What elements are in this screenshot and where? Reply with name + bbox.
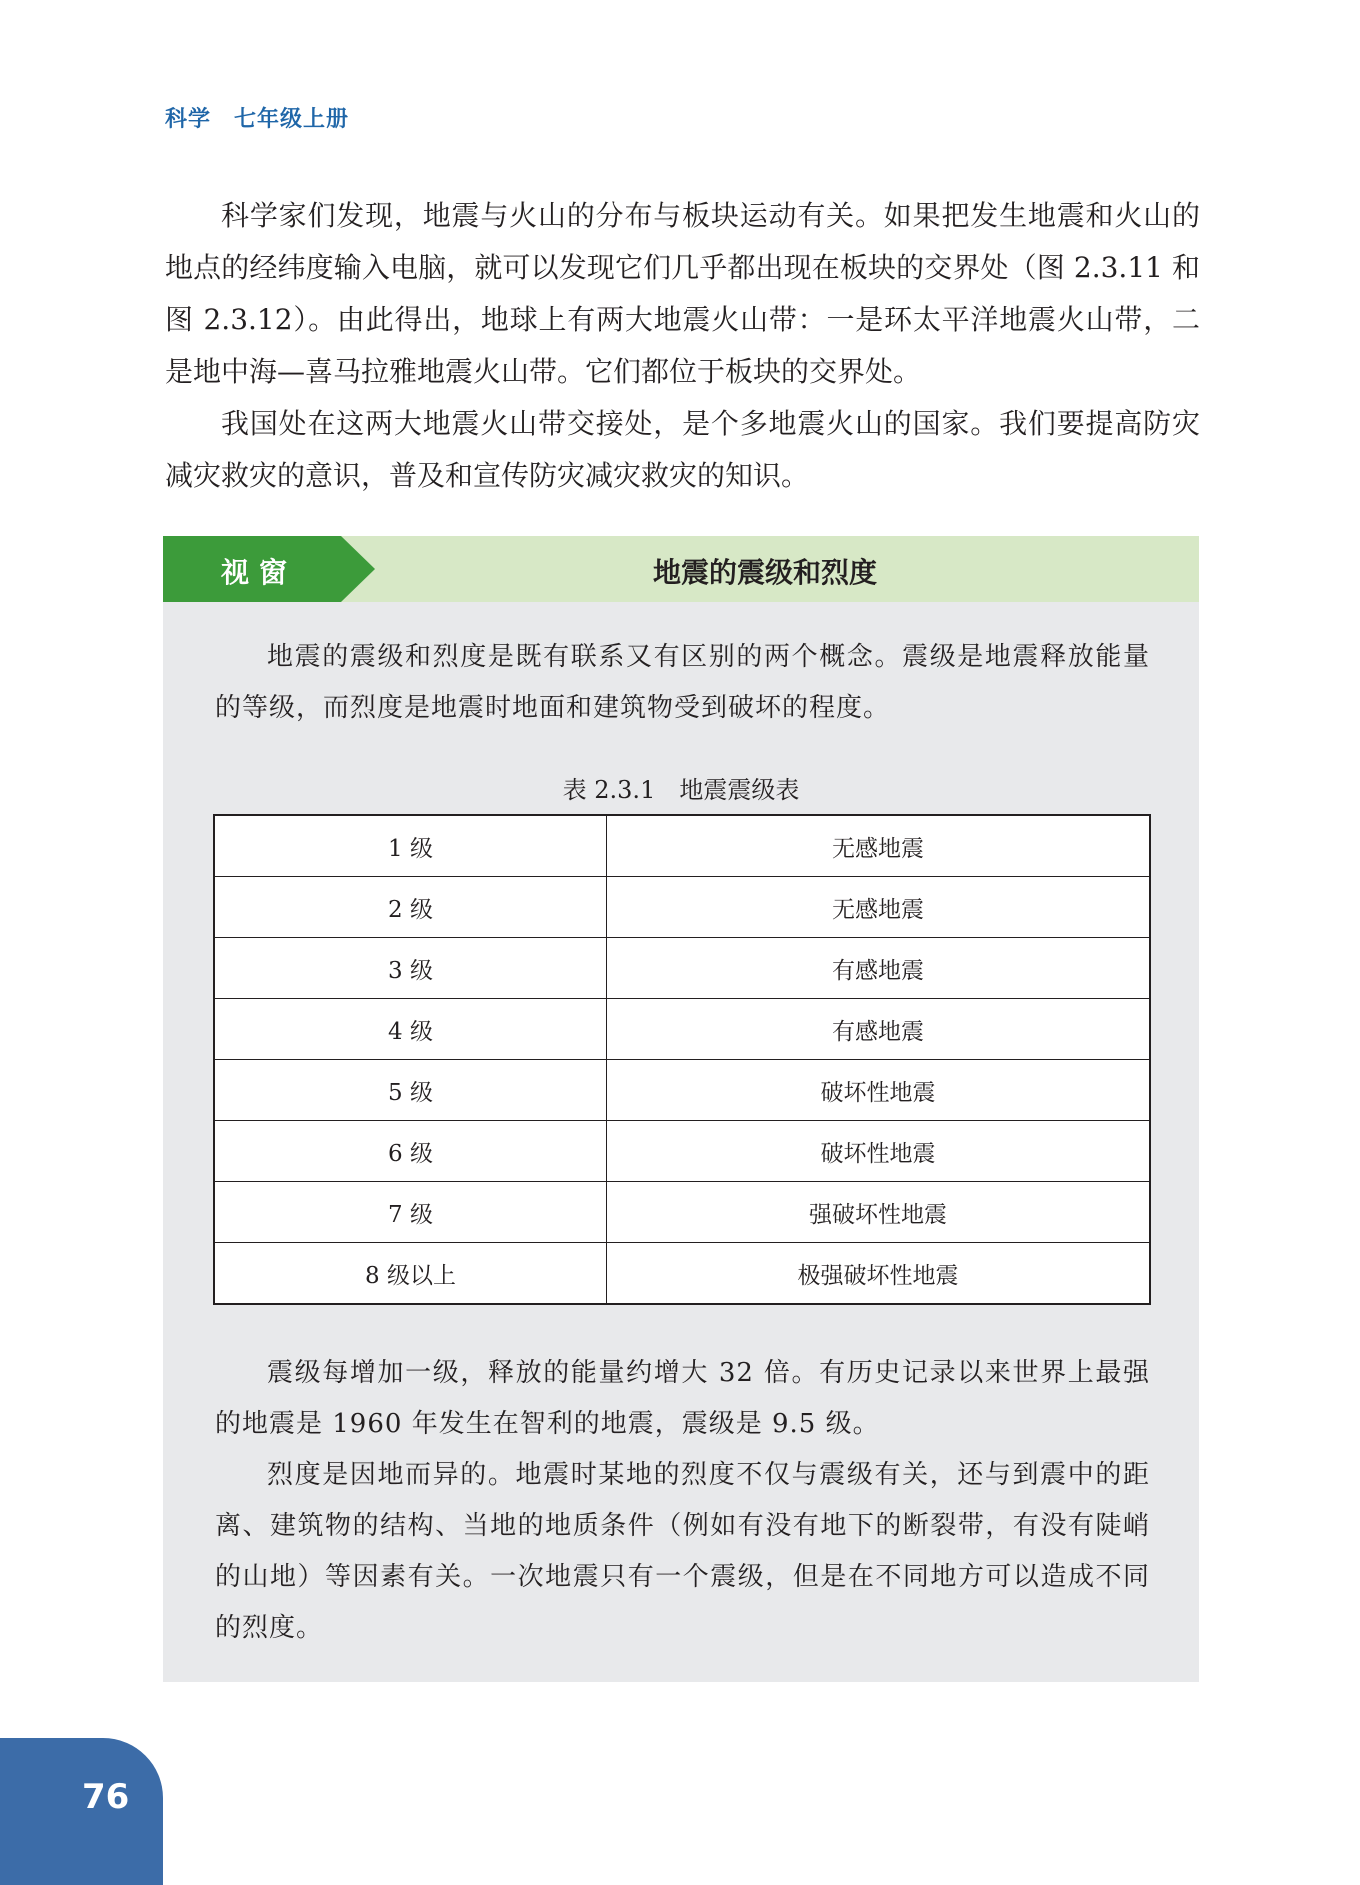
table-row	[214, 1060, 1150, 1121]
window-after-text	[215, 1348, 1150, 1654]
type-cell: 强破坏性地震	[607, 1182, 1151, 1243]
type-cell: 无感地震	[607, 877, 1151, 938]
window-intro	[215, 632, 1150, 734]
type-cell: 有感地震	[607, 999, 1151, 1060]
table-row	[214, 877, 1150, 938]
type-cell: 无感地震	[607, 815, 1151, 877]
window-tag-label: 视窗	[221, 556, 298, 589]
table-row	[214, 938, 1150, 999]
window-box	[163, 536, 1199, 1682]
table-row	[214, 815, 1150, 877]
body-text	[165, 190, 1200, 502]
paragraph-china: 我国处在这两大地震火山带交接处，是个多地震火山的国家。我们要提高防灾减灾救灾的意识，普及和宣传防灾减灾救灾的知识。	[165, 407, 1200, 492]
running-head: 科学 七年级上册	[165, 107, 350, 132]
type-cell: 破坏性地震	[607, 1060, 1151, 1121]
table-row	[214, 1182, 1150, 1243]
type-cell: 极强破坏性地震	[607, 1243, 1151, 1305]
magnitude-cell: 7 级	[214, 1182, 607, 1243]
type-cell: 破坏性地震	[607, 1121, 1151, 1182]
page-number: 76	[82, 1777, 130, 1817]
magnitude-cell: 8 级以上	[214, 1243, 607, 1305]
paragraph-plates: 科学家们发现，地震与火山的分布与板块运动有关。如果把发生地震和火山的地点的经纬度输入电脑，就可以发现它们几乎都出现在板块的交界处（图 2.3.11 和图 2.3.12）。由此得出，地球上有两大地震火山带：一是环太平洋地震火山带，二是地中海—喜马拉雅地震火山带。它们都位于板块的交界处。	[165, 199, 1200, 388]
table-caption: 表 2.3.1 地震震级表	[562, 776, 800, 804]
magnitude-cell: 3 级	[214, 938, 607, 999]
magnitude-cell: 1 级	[214, 815, 607, 877]
type-cell: 有感地震	[607, 938, 1151, 999]
window-title: 地震的震级和烈度	[653, 556, 878, 589]
window-intro-paragraph: 地震的震级和烈度是既有联系又有区别的两个概念。震级是地震释放能量的等级，而烈度是地震时地面和建筑物受到破坏的程度。	[215, 642, 1150, 723]
table-row	[214, 1243, 1150, 1305]
intensity-paragraph: 烈度是因地而异的。地震时某地的烈度不仅与震级有关，还与到震中的距离、建筑物的结构、当地的地质条件（例如有没有地下的断裂带，有没有陡峭的山地）等因素有关。一次地震只有一个震级，但是在不同地方可以造成不同的烈度。	[215, 1460, 1150, 1643]
table-row	[214, 999, 1150, 1060]
magnitude-cell: 4 级	[214, 999, 607, 1060]
magnitude-cell: 6 级	[214, 1121, 607, 1182]
magnitude-cell: 2 级	[214, 877, 607, 938]
magnitude-cell: 5 级	[214, 1060, 607, 1121]
window-header	[163, 536, 1199, 602]
table-row	[214, 1121, 1150, 1182]
magnitude-table	[213, 814, 1151, 1305]
magnitude-energy-paragraph: 震级每增加一级，释放的能量约增大 32 倍。有历史记录以来世界上最强的地震是 1960 年发生在智利的地震，震级是 9.5 级。	[215, 1358, 1150, 1439]
